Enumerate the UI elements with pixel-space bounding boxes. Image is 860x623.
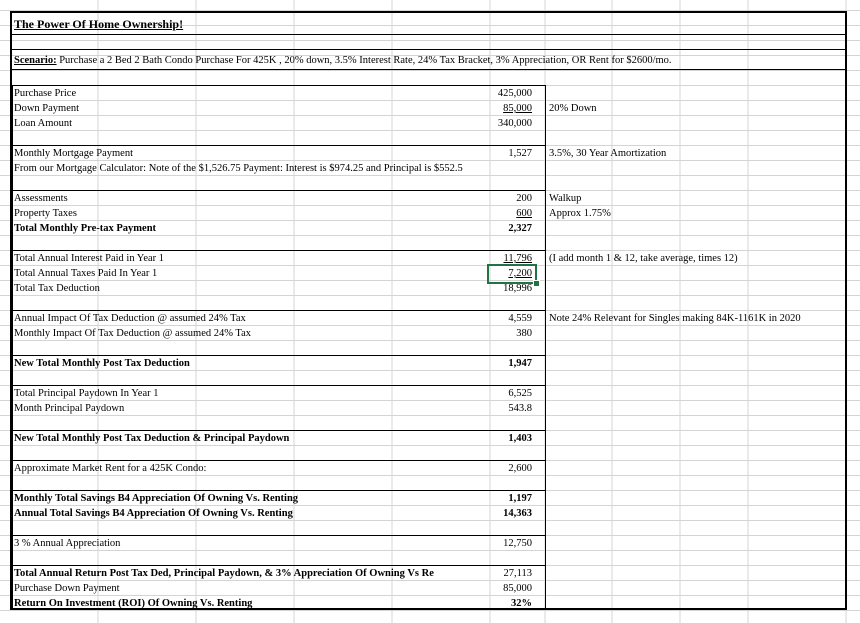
principal-year-label[interactable]: Total Principal Paydown In Year 1 [14,388,159,399]
selected-cell[interactable] [487,264,537,284]
principal-month-value[interactable]: 543.8 [508,403,532,414]
post-tax-principal-label[interactable]: New Total Monthly Post Tax Deduction & Principal Paydown [14,433,290,444]
taxes-value[interactable]: 7,200 [508,268,532,279]
divider [12,490,546,491]
post-tax-principal-value[interactable]: 1,403 [508,433,532,444]
divider [12,69,846,70]
pretax-label[interactable]: Total Monthly Pre-tax Payment [14,223,157,234]
divider [12,535,546,536]
scenario-label: Scenario: [14,55,57,66]
deduction-label[interactable]: Total Tax Deduction [14,283,100,294]
monthly-impact-value[interactable]: 380 [516,328,532,339]
annual-savings-label[interactable]: Annual Total Savings B4 Appreciation Of Owning Vs. Renting [14,508,293,519]
pretax-value[interactable]: 2,327 [508,223,532,234]
scenario-text: Purchase a 2 Bed 2 Bath Condo Purchase For 425K , 20% down, 3.5% Interest Rate, 24% Tax Bracket, 3% Appreciation, OR Rent for $2600/mo. [56,55,672,66]
divider [12,145,546,146]
loan-amount-label[interactable]: Loan Amount [14,118,73,129]
divider [12,190,546,191]
sheet-border-right [845,11,847,610]
purchase-price-label[interactable]: Purchase Price [14,88,77,99]
divider [12,34,846,35]
purchase-down-label[interactable]: Purchase Down Payment [14,583,120,594]
annual-impact-label[interactable]: Annual Impact Of Tax Deduction @ assumed 24% Tax [14,313,246,324]
deduction-value[interactable]: 18,996 [503,283,532,294]
purchase-price-value[interactable]: 425,000 [497,88,532,99]
down-payment-note[interactable]: 20% Down [549,103,597,114]
mortgage-label[interactable]: Monthly Mortgage Payment [14,148,133,159]
property-taxes-note[interactable]: Approx 1.75% [549,208,611,219]
annual-impact-note[interactable]: Note 24% Relevant for Singles making 84K-1161K in 2020 [549,313,801,324]
appreciation-value[interactable]: 12,750 [503,538,532,549]
divider [12,385,546,386]
interest-value[interactable]: 11,796 [503,253,532,264]
mortgage-note[interactable]: 3.5%, 30 Year Amortization [549,148,667,159]
loan-amount-value[interactable]: 340,000 [497,118,532,129]
rent-label[interactable]: Approximate Market Rent for a 425K Condo: [14,463,207,474]
taxes-label[interactable]: Total Annual Taxes Paid In Year 1 [14,268,158,279]
total-return-label[interactable]: Total Annual Return Post Tax Ded, Principal Paydown, & 3% Appreciation Of Owning Vs Re [14,568,434,579]
down-payment-label[interactable]: Down Payment [14,103,80,114]
total-return-value[interactable]: 27,113 [503,568,532,579]
purchase-down-value[interactable]: 85,000 [503,583,532,594]
column-divider [545,85,546,610]
assessments-label[interactable]: Assessments [14,193,68,204]
property-taxes-value[interactable]: 600 [516,208,532,219]
divider [12,355,546,356]
assessments-value[interactable]: 200 [516,193,532,204]
post-tax-label[interactable]: New Total Monthly Post Tax Deduction [14,358,190,369]
appreciation-label[interactable]: 3 % Annual Appreciation [14,538,121,549]
sheet-border-top [10,11,846,13]
column-divider [12,85,13,610]
divider [12,310,546,311]
annual-impact-value[interactable]: 4,559 [508,313,532,324]
property-taxes-label[interactable]: Property Taxes [14,208,77,219]
sheet-title[interactable]: The Power Of Home Ownership! [14,17,184,31]
monthly-savings-value[interactable]: 1,197 [508,493,532,504]
principal-year-value[interactable]: 6,525 [508,388,532,399]
assessments-note[interactable]: Walkup [549,193,582,204]
roi-label[interactable]: Return On Investment (ROI) Of Owning Vs. Renting [14,598,253,609]
interest-note[interactable]: (I add month 1 & 12, take average, times 12) [549,253,738,264]
divider [12,565,546,566]
divider [12,250,546,251]
down-payment-value[interactable]: 85,000 [503,103,532,114]
rent-value[interactable]: 2,600 [508,463,532,474]
scenario-row[interactable] [14,54,672,67]
divider [12,85,546,86]
monthly-impact-label[interactable]: Monthly Impact Of Tax Deduction @ assumed 24% Tax [14,328,252,339]
monthly-savings-label[interactable]: Monthly Total Savings B4 Appreciation Of Owning Vs. Renting [14,493,299,504]
interest-label[interactable]: Total Annual Interest Paid in Year 1 [14,253,165,264]
calculator-note[interactable]: From our Mortgage Calculator: Note of the $1,526.75 Payment: Interest is $974.25 and Principal is $552.5 [14,163,463,174]
divider [12,460,546,461]
principal-month-label[interactable]: Month Principal Paydown [14,403,125,414]
mortgage-value[interactable]: 1,527 [508,148,532,159]
divider [12,49,846,50]
divider [12,430,546,431]
roi-value[interactable]: 32% [511,598,532,609]
annual-savings-value[interactable]: 14,363 [503,508,532,519]
post-tax-value[interactable]: 1,947 [508,358,532,369]
fill-handle[interactable] [533,280,540,287]
